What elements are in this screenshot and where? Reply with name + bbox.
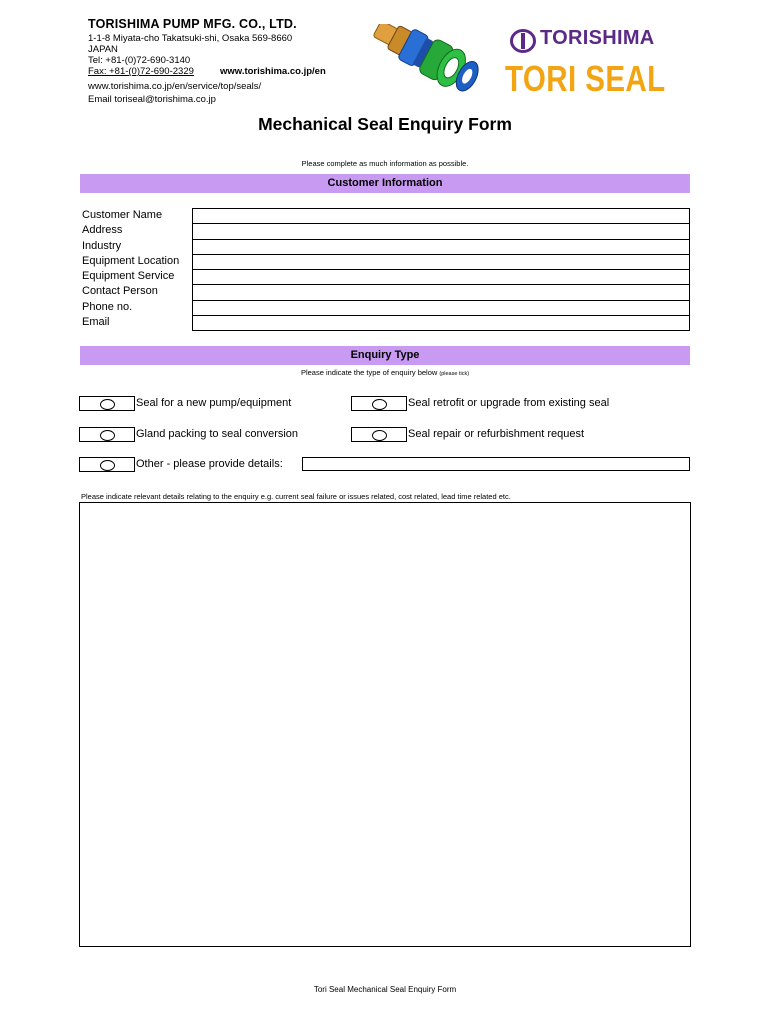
company-country: JAPAN <box>88 44 118 55</box>
equipment-service-field[interactable] <box>192 269 690 284</box>
customer-name-field[interactable] <box>192 208 690 223</box>
form-title: Mechanical Seal Enquiry Form <box>258 114 512 134</box>
contact-person-field[interactable] <box>192 284 690 299</box>
details-textarea[interactable] <box>79 502 691 947</box>
option-retrofit-radio[interactable] <box>351 396 407 411</box>
details-note: Please indicate relevant details relating to the enquiry e.g. current seal failure or issues related, cost related, lead time related etc. <box>81 492 511 501</box>
company-tel: Tel: +81-(0)72-690-3140 <box>88 55 191 66</box>
email-field[interactable] <box>192 315 690 331</box>
intro-note: Please complete as much information as possible. <box>301 159 469 168</box>
option-repair-label: Seal repair or refurbishment request <box>408 428 585 440</box>
company-website[interactable]: www.torishima.co.jp/en <box>220 66 326 77</box>
page-footer: Tori Seal Mechanical Seal Enquiry Form <box>313 985 457 994</box>
radio-circle-icon <box>372 430 387 441</box>
radio-circle-icon <box>100 430 115 441</box>
torishima-logo-icon <box>510 29 536 53</box>
option-other-label: Other - please provide details: <box>136 458 283 470</box>
company-name: TORISHIMA PUMP MFG. CO., LTD. <box>88 17 297 31</box>
enquiry-type-note-small: (please tick) <box>439 371 470 377</box>
tori-seal-logo: TORI SEAL <box>505 58 666 99</box>
label-phone: Phone no. <box>82 300 133 313</box>
company-fax: Fax: +81-(0)72-690-2329 <box>88 66 194 77</box>
option-other-radio[interactable] <box>79 457 135 472</box>
mechanical-seal-illustration <box>360 24 485 94</box>
industry-field[interactable] <box>192 239 690 254</box>
phone-field[interactable] <box>192 300 690 315</box>
label-equipment-service: Equipment Service <box>82 270 175 283</box>
customer-field-labels <box>82 208 179 330</box>
equipment-location-field[interactable] <box>192 254 690 269</box>
company-address: 1-1-8 Miyata-cho Takatsuki-shi, Osaka 569-8660 <box>88 33 293 44</box>
enquiry-type-note-text: Please indicate the type of enquiry below <box>300 368 438 377</box>
contact-email[interactable]: Email toriseal@torishima.co.jp <box>88 94 216 105</box>
label-industry: Industry <box>82 239 122 252</box>
option-gland-packing-label: Gland packing to seal conversion <box>136 428 299 440</box>
option-gland-packing-radio[interactable] <box>79 427 135 442</box>
enquiry-type-note <box>0 368 770 377</box>
customer-info-heading: Customer Information <box>80 174 690 193</box>
radio-circle-icon <box>100 399 115 410</box>
address-field[interactable] <box>192 223 690 238</box>
option-retrofit-label: Seal retrofit or upgrade from existing seal <box>408 397 610 409</box>
radio-circle-icon <box>372 399 387 410</box>
option-new-pump-label: Seal for a new pump/equipment <box>136 397 292 409</box>
option-repair-radio[interactable] <box>351 427 407 442</box>
radio-circle-icon <box>100 460 115 471</box>
label-contact-person: Contact Person <box>82 285 158 298</box>
enquiry-type-heading: Enquiry Type <box>80 346 690 365</box>
other-details-input[interactable] <box>302 457 690 471</box>
label-email: Email <box>82 316 110 329</box>
option-new-pump-radio[interactable] <box>79 396 135 411</box>
label-equipment-location: Equipment Location <box>82 254 180 267</box>
label-customer-name: Customer Name <box>82 209 163 221</box>
torishima-logo-text: TORISHIMA <box>540 27 655 49</box>
seal-service-url[interactable]: www.torishima.co.jp/en/service/top/seals/ <box>88 81 262 92</box>
label-address: Address <box>82 224 123 237</box>
customer-fields <box>192 208 690 331</box>
